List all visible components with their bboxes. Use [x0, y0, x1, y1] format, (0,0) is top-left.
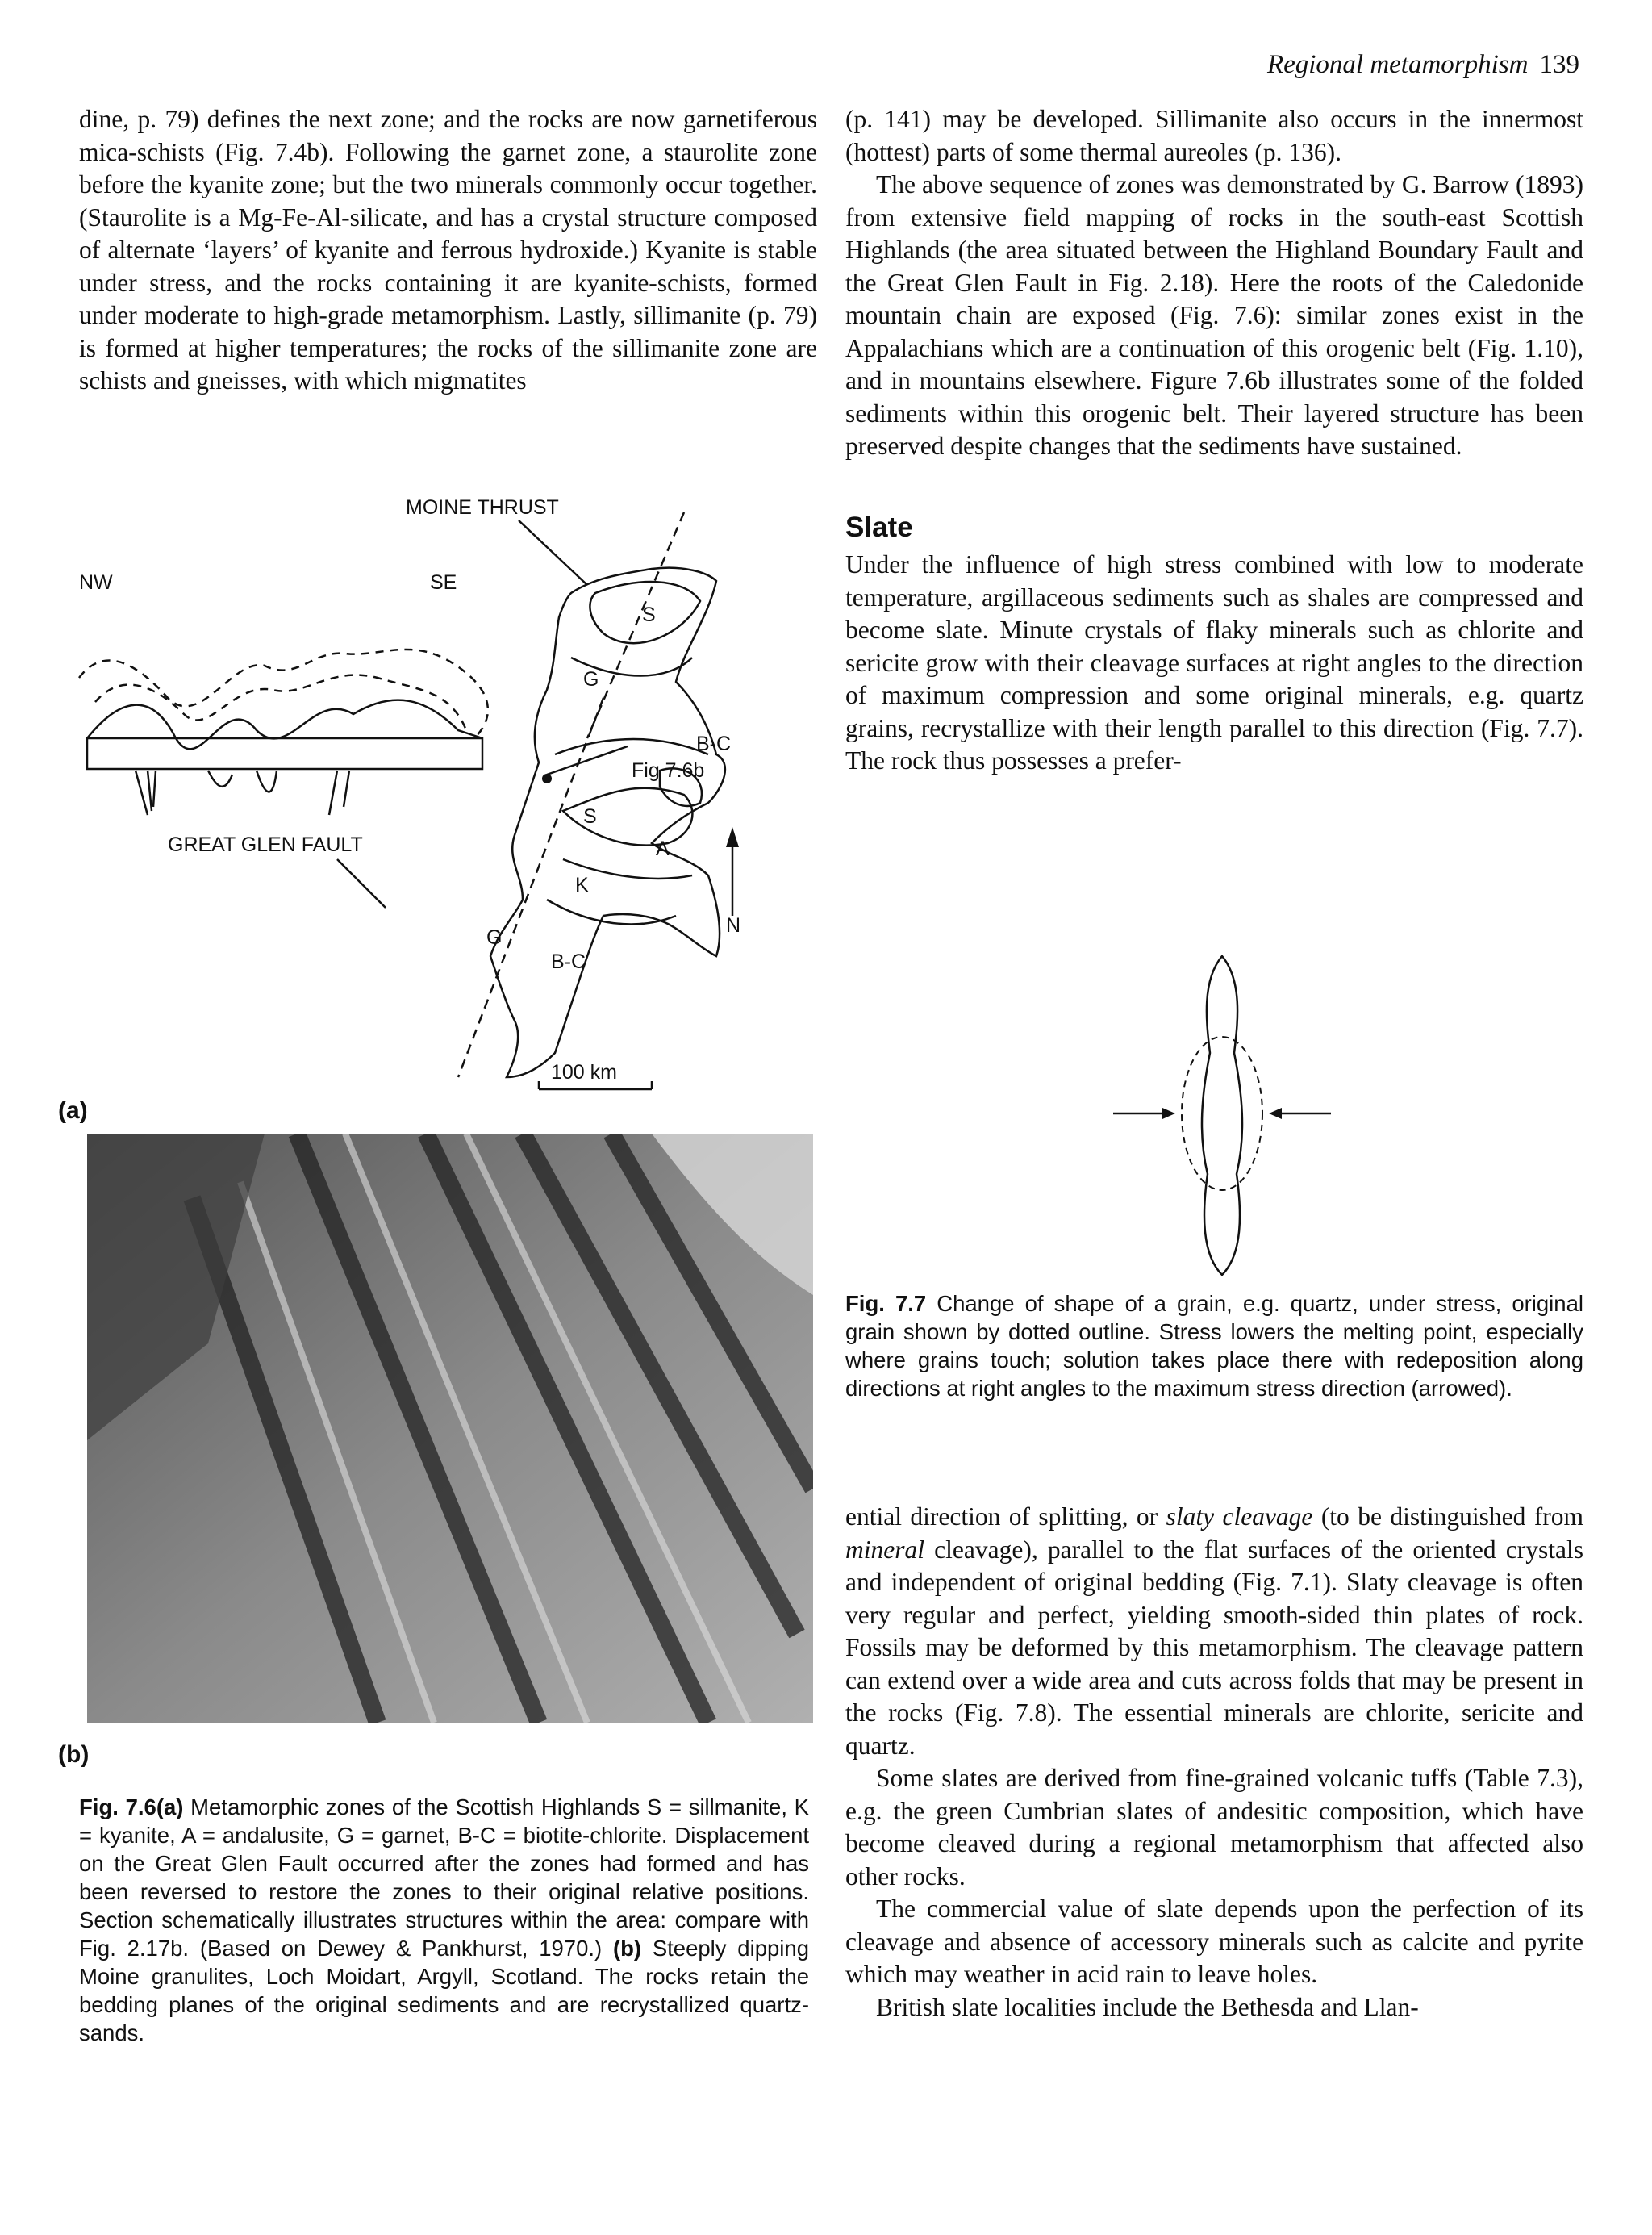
se-label: SE [430, 571, 457, 594]
right-paragraph-6: The commercial value of slate depends upon the perfection of its cleavage and absence of accessory minerals such as calcite and pyrite which may weather in acid rain to leave holes. [845, 1895, 1583, 1988]
right-paragraph-1: (p. 141) may be developed. Sillimanite also occurs in the innermost (hottest) parts of some thermal aureoles (p. 136). [845, 105, 1583, 166]
zone-boundary-3 [555, 739, 708, 754]
figure-7-7 [1101, 948, 1343, 1287]
zone-label-s: S [642, 604, 656, 626]
section-box [87, 738, 482, 769]
right-column-bottom [845, 1501, 1583, 2024]
caption-label-a: (a) [156, 1794, 184, 1819]
section-heading-slate: Slate [845, 511, 913, 543]
left-column [79, 103, 817, 398]
caption-text: Change of shape of a grain, e.g. quartz, under stress, original grain shown by dotted outline. Stress lowers the melting point, especially where grains touch; solution takes place there with redeposition along directions at right angles to the maximum stress direction (arrowed). [845, 1291, 1583, 1401]
text-run: cleavage), parallel to the flat surfaces of the oriented crystals and independent of original bedding (Fig. 7.1). Slaty cleavage is often very regular and perfect, yielding smooth-sided thin plates of rock. Fossils may be deformed by this metamorphism. The cleavage pattern can extend over a wide area and cuts across folds that may be present in the rocks (Fig. 7.8). The essential minerals are chlorite, sericite and quartz. [845, 1535, 1583, 1760]
zone-label-a: A [656, 838, 670, 860]
caption-fig-7-6 [79, 1793, 809, 2047]
caption-label: Fig. 7.6 [79, 1794, 156, 1819]
right-paragraph-2: The above sequence of zones was demonstrated by G. Barrow (1893) from extensive field mapping of rocks in the south-east Scottish Highlands (the area situated between the Highland Boundary Fault and the Great Glen Fault in Fig. 2.18). Here the roots of the Caledonide mountain chain are exposed (Fig. 7.6): similar zones exist in the Appalachians which are a continuation of this orogenic belt (Fig. 1.10), and in mountains elsewhere. Figure 7.6b illustrates some of the folded sediments within this orogenic belt. Their layered structure has been preserved despite changes that the sediments have sustained. [845, 170, 1583, 460]
right-paragraph-7: British slate localities include the Bethesda and Llan- [876, 1992, 1419, 2021]
zone-boundary-6 [547, 900, 676, 924]
page-number: 139 [1539, 50, 1579, 79]
emphasis-mineral: mineral [845, 1535, 924, 1564]
right-column-top [845, 103, 1583, 778]
deformed-grain [1202, 956, 1242, 1275]
running-head [1267, 50, 1579, 80]
nw-label: NW [79, 571, 113, 594]
section-folds [87, 700, 482, 750]
great-glen-leader [337, 859, 386, 908]
zone-label-g: G [583, 668, 599, 691]
caption-text-b: Steeply dipping Moine granulites, Loch Moidart, Argyll, Scotland. The rocks retain the bedding planes of the original sediments and are recrystallized quartz-sands. [79, 1936, 809, 2045]
fig-7-6b-ref-label: Fig 7.6b [632, 759, 705, 782]
caption-fig-7-7 [845, 1289, 1583, 1402]
great-glen-fault-label: GREAT GLEN FAULT [168, 833, 363, 856]
running-head-title: Regional metamorphism [1266, 50, 1529, 79]
scale-label: 100 km [551, 1061, 617, 1084]
caption-text-a: Metamorphic zones of the Scottish Highlands S = sillmanite, K = kyanite, A = andalusite, G = garnet, B-C = biotite-chlorite. Displacement on the Great Glen Fault occurred after the zones had formed and has been reversed to restore the zones to their original relative positions. Section schematically illustrates structures within the area: compare with Fig. 2.17b. (Based on Dewey & Pankhurst, 1970.) [79, 1794, 809, 1961]
section-roots [136, 771, 349, 815]
panel-label-a: (a) [58, 1097, 88, 1124]
right-paragraph-3: Under the influence of high stress combined with low to moderate temperature, argillaceous sediments such as shales are compressed and become slate. Minute crystals of flaky minerals such as chlorite and sericite grow with their cleavage surfaces at right angles to the direction of maximum compression and some original minerals, e.g. quartz grains, recrystallize with their length parallel to this direction (Fig. 7.7). The rock thus possesses a prefer- [845, 550, 1583, 775]
zone-label-bc: B-C [696, 733, 732, 755]
left-paragraph: dine, p. 79) defines the next zone; and the rocks are now garnetiferous mica-schists (Fig. 7.4b). Following the garnet zone, a staurolite zone before the kyanite zone; but the two minerals commonly occur together. (Staurolite is a Mg-Fe-Al-silicate, and has a crystal structure composed of alternate ‘layers’ of kyanite and ferrous hydroxide.) Kyanite is stable under stress, and the rocks containing it are kyanite-schists, formed under moderate to high-grade metamorphism. Lastly, sillimanite (p. 79) is formed at higher temperatures; the rocks of the sillimanite zone are schists and gneisses, with which migmatites [79, 105, 817, 395]
text-run: (to be distinguished from [1312, 1502, 1583, 1531]
figure-7-6b-photo [87, 1134, 813, 1723]
fig-ref-arrow [547, 746, 628, 775]
right-paragraph-5: Some slates are derived from fine-grained volcanic tuffs (Table 7.3), e.g. the green Cumbrian slates of andesitic composition, which have become cleaved during a regional metamorphism that affected also other rocks. [845, 1764, 1583, 1890]
original-grain [1182, 1037, 1262, 1190]
emphasis-slaty-cleavage: slaty cleavage [1166, 1502, 1313, 1531]
figure-7-6a [71, 496, 805, 1118]
caption-label: Fig. 7.7 [845, 1291, 927, 1316]
north-label: N [726, 914, 741, 937]
section-folds-dashed [79, 650, 488, 738]
right-paragraph-4 [845, 1501, 1583, 1762]
zone-label-g: G [486, 926, 503, 949]
text-run: ential direction of splitting, or [845, 1502, 1166, 1531]
zone-label-s: S [583, 805, 597, 828]
moine-thrust-leader [519, 520, 587, 585]
zone-label-k: K [575, 874, 589, 896]
panel-label-b: (b) [58, 1741, 90, 1768]
zone-label-bc: B-C [551, 950, 586, 973]
moine-thrust-label: MOINE THRUST [406, 496, 559, 519]
caption-label-b: (b) [612, 1936, 642, 1961]
